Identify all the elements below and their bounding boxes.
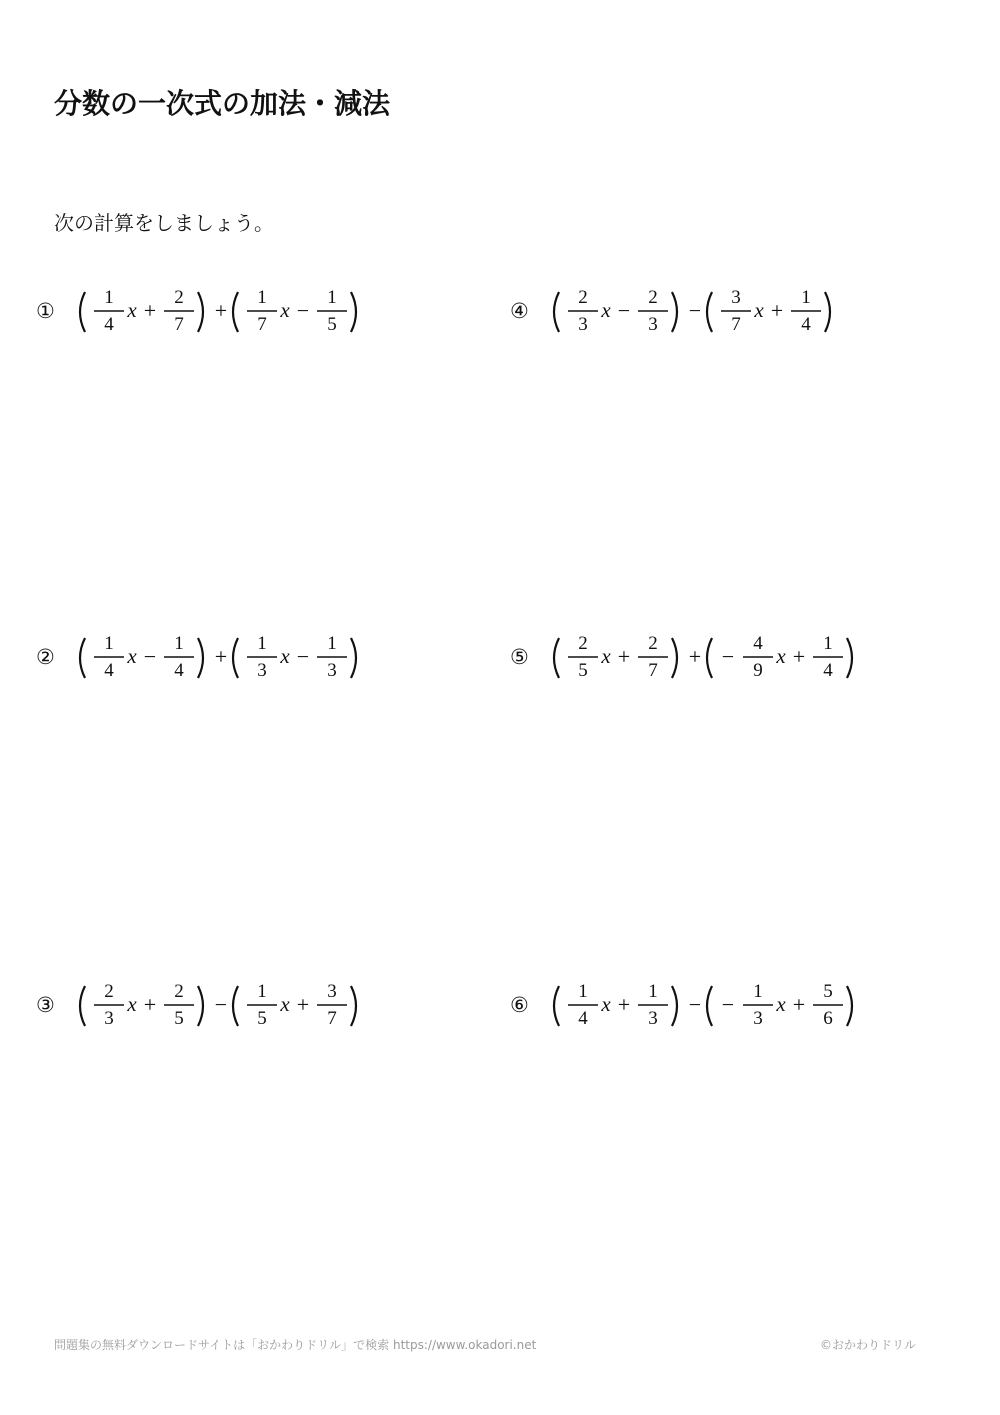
math-expression [36,976,436,1036]
problem-number: ⑤ [510,645,529,669]
fraction-denominator: 9 [753,660,763,681]
variable-x: x [280,298,290,322]
close-paren [198,638,203,678]
fraction-denominator: 4 [578,1008,588,1029]
open-paren [554,292,559,332]
fraction-numerator: 2 [174,287,184,308]
fraction-numerator: 4 [753,633,763,654]
fraction-numerator: 1 [823,633,833,654]
operator-between-groups: − [688,298,702,323]
open-paren [707,638,712,678]
open-paren [707,986,712,1026]
open-paren [233,986,238,1026]
operator-sign: − [721,644,735,669]
open-paren [80,638,85,678]
open-paren [554,986,559,1026]
math-expression [510,628,910,688]
fraction-numerator: 1 [257,287,267,308]
fraction-denominator: 7 [327,1008,337,1029]
fraction-numerator: 2 [578,633,588,654]
fraction-numerator: 1 [648,981,658,1002]
operator-sign: + [617,992,631,1017]
fraction-numerator: 2 [578,287,588,308]
fraction-denominator: 7 [174,314,184,335]
fraction-denominator: 5 [174,1008,184,1029]
close-paren [847,986,852,1026]
close-paren [351,638,356,678]
open-paren [80,986,85,1026]
close-paren [825,292,830,332]
fraction-denominator: 7 [731,314,741,335]
fraction-denominator: 5 [327,314,337,335]
close-paren [672,986,677,1026]
fraction-denominator: 3 [104,1008,114,1029]
fraction-numerator: 1 [257,633,267,654]
operator-between-groups: + [688,644,702,669]
variable-x: x [127,992,137,1016]
fraction-numerator: 1 [578,981,588,1002]
operator-sign: − [143,644,157,669]
fraction-numerator: 1 [801,287,811,308]
variable-x: x [601,298,611,322]
fraction-denominator: 4 [104,660,114,681]
page-title: 分数の一次式の加法・減法 [54,87,391,120]
fraction-numerator: 1 [104,287,114,308]
fraction-numerator: 1 [753,981,763,1002]
problem-number: ④ [510,299,529,323]
expression [510,976,910,1036]
operator-sign: + [770,298,784,323]
close-paren [672,638,677,678]
variable-x: x [601,992,611,1016]
expression [36,976,436,1036]
fraction-numerator: 1 [104,633,114,654]
variable-x: x [776,992,786,1016]
fraction-denominator: 6 [823,1008,833,1029]
problem-number: ① [36,299,55,323]
fraction-numerator: 1 [327,633,337,654]
operator-between-groups: + [214,298,228,323]
operator-sign: + [296,992,310,1017]
fraction-numerator: 2 [104,981,114,1002]
fraction-denominator: 4 [823,660,833,681]
fraction-denominator: 5 [578,660,588,681]
fraction-numerator: 2 [174,981,184,1002]
problem-number: ② [36,645,55,669]
expression [36,282,436,342]
fraction-denominator: 4 [104,314,114,335]
variable-x: x [127,298,137,322]
operator-sign: + [143,298,157,323]
operator-sign: + [617,644,631,669]
close-paren [198,292,203,332]
operator-sign: + [792,992,806,1017]
fraction-denominator: 3 [257,660,267,681]
fraction-numerator: 1 [327,287,337,308]
operator-sign: − [296,644,310,669]
operator-between-groups: + [214,644,228,669]
variable-x: x [127,644,137,668]
open-paren [233,292,238,332]
variable-x: x [754,298,764,322]
math-expression [36,628,436,688]
fraction-denominator: 7 [257,314,267,335]
operator-sign: − [721,992,735,1017]
fraction-denominator: 7 [648,660,658,681]
fraction-denominator: 3 [648,314,658,335]
fraction-denominator: 5 [257,1008,267,1029]
fraction-numerator: 1 [257,981,267,1002]
footer-copyright: ©おかわりドリル [820,1338,917,1352]
expression [510,282,910,342]
problem-number: ③ [36,993,55,1017]
math-expression [510,976,910,1036]
fraction-denominator: 4 [801,314,811,335]
close-paren [198,986,203,1026]
operator-sign: − [296,298,310,323]
operator-sign: − [617,298,631,323]
fraction-numerator: 1 [174,633,184,654]
math-expression [510,282,910,342]
fraction-numerator: 3 [327,981,337,1002]
operator-between-groups: − [688,992,702,1017]
operator-sign: + [792,644,806,669]
variable-x: x [776,644,786,668]
fraction-numerator: 5 [823,981,833,1002]
footer-search-note: 問題集の無料ダウンロードサイトは「おかわりドリル」で検索 https://www.okadori.net [54,1338,537,1352]
fraction-numerator: 2 [648,633,658,654]
close-paren [672,292,677,332]
close-paren [351,986,356,1026]
operator-between-groups: − [214,992,228,1017]
fraction-denominator: 3 [578,314,588,335]
open-paren [554,638,559,678]
fraction-numerator: 2 [648,287,658,308]
instruction-text: 次の計算をしましょう。 [54,211,274,235]
open-paren [233,638,238,678]
expression [36,628,436,688]
fraction-denominator: 3 [648,1008,658,1029]
variable-x: x [280,992,290,1016]
fraction-denominator: 3 [327,660,337,681]
open-paren [707,292,712,332]
variable-x: x [601,644,611,668]
math-expression [36,282,436,342]
close-paren [351,292,356,332]
open-paren [80,292,85,332]
close-paren [847,638,852,678]
problem-number: ⑥ [510,993,529,1017]
variable-x: x [280,644,290,668]
fraction-numerator: 3 [731,287,741,308]
operator-sign: + [143,992,157,1017]
fraction-denominator: 4 [174,660,184,681]
expression [510,628,910,688]
fraction-denominator: 3 [753,1008,763,1029]
